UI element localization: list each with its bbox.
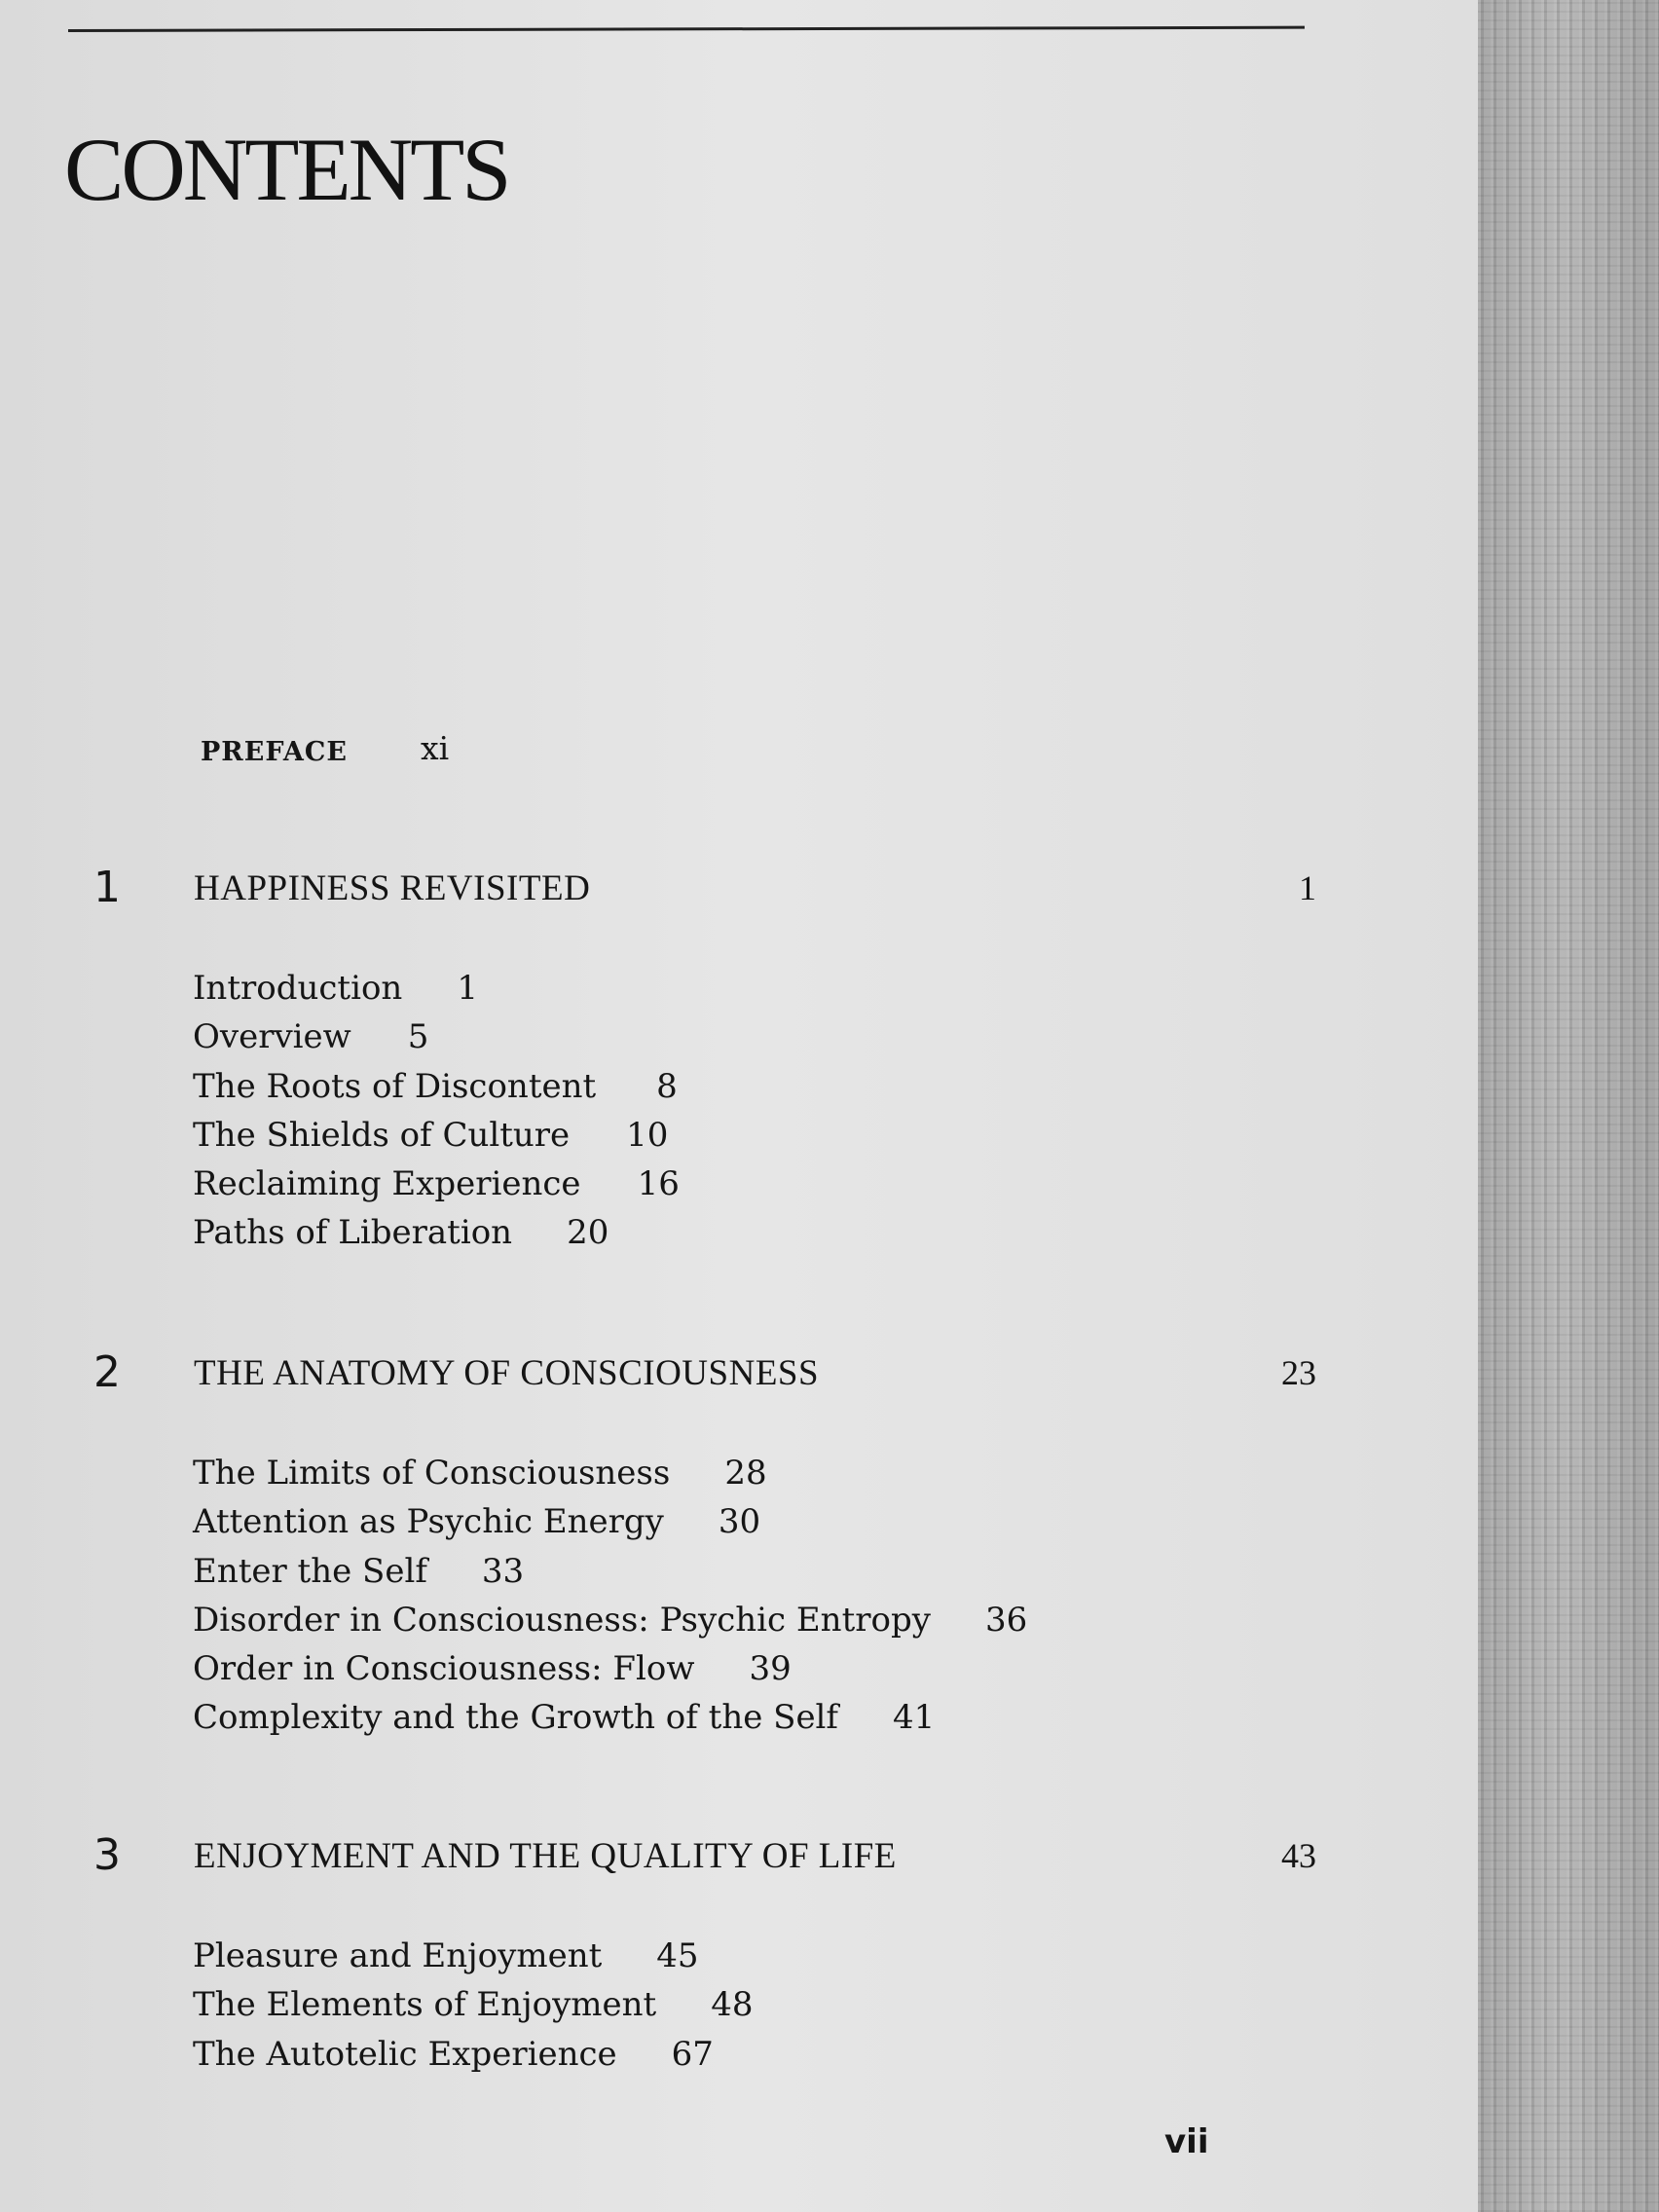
section-page: 16	[637, 1164, 680, 1204]
section-title: Introduction	[193, 969, 403, 1008]
section-title: The Elements of Enjoyment	[193, 1985, 657, 2025]
preface-page: xi	[421, 729, 450, 767]
background-strip	[1478, 0, 1659, 2212]
chapter-1-sections	[193, 964, 680, 1258]
chapter-number: 1	[93, 863, 121, 912]
section-page: 5	[407, 1017, 429, 1057]
section-title: Enter the Self	[193, 1551, 427, 1591]
toc-section[interactable]	[193, 1644, 1027, 1693]
toc-section[interactable]	[193, 1596, 1027, 1644]
section-title: Complexity and the Growth of the Self	[193, 1698, 839, 1738]
toc-section[interactable]	[193, 1980, 753, 2029]
chapter-title: ENJOYMENT AND THE QUALITY OF LIFE	[194, 1836, 897, 1876]
section-title: The Limits of Consciousness	[193, 1454, 671, 1493]
chapter-2-sections	[193, 1449, 1027, 1743]
chapter-page: 23	[1281, 1353, 1316, 1392]
section-page: 28	[724, 1454, 767, 1493]
section-page: 8	[656, 1066, 678, 1106]
section-title: Pleasure and Enjoyment	[193, 1936, 603, 1975]
toc-section[interactable]	[193, 1208, 680, 1257]
toc-section[interactable]	[193, 1449, 1027, 1497]
page-folio: vii	[1164, 2122, 1209, 2161]
preface-label: PREFACE	[201, 737, 348, 767]
chapter-number: 2	[93, 1347, 121, 1397]
toc-section[interactable]	[193, 1111, 680, 1160]
section-title: Disorder in Consciousness: Psychic Entropy	[193, 1600, 931, 1640]
toc-section[interactable]	[193, 1932, 753, 1980]
section-title: Reclaiming Experience	[193, 1164, 581, 1204]
toc-section[interactable]	[193, 2030, 753, 2079]
top-rule	[68, 26, 1305, 32]
toc-section[interactable]	[193, 964, 680, 1013]
section-page: 36	[984, 1600, 1028, 1640]
section-page: 33	[481, 1551, 525, 1591]
section-page: 48	[711, 1985, 754, 2025]
section-page: 41	[893, 1698, 936, 1738]
toc-section[interactable]	[193, 1693, 1027, 1742]
section-title: The Roots of Discontent	[193, 1066, 597, 1106]
toc-section[interactable]	[193, 1062, 680, 1111]
toc-section[interactable]	[193, 1160, 680, 1208]
section-page: 45	[656, 1936, 699, 1975]
toc-section[interactable]	[193, 1547, 1027, 1596]
toc-section[interactable]	[193, 1497, 1027, 1546]
section-page: 67	[671, 2034, 714, 2074]
preface-entry[interactable]	[201, 729, 450, 767]
section-title: Paths of Liberation	[193, 1213, 513, 1253]
section-page: 10	[626, 1115, 669, 1155]
section-page: 30	[718, 1502, 761, 1542]
section-title: Attention as Psychic Energy	[193, 1502, 664, 1542]
chapter-number: 3	[93, 1830, 121, 1880]
section-title: Order in Consciousness: Flow	[193, 1649, 695, 1689]
toc-section[interactable]	[193, 1013, 680, 1061]
chapter-3-sections	[193, 1932, 753, 2079]
section-title: Overview	[193, 1017, 351, 1057]
chapter-page: 1	[1299, 868, 1316, 907]
chapter-page: 43	[1281, 1836, 1316, 1875]
section-page: 1	[457, 969, 478, 1008]
page-title: CONTENTS	[64, 120, 509, 219]
section-title: The Autotelic Experience	[193, 2034, 617, 2074]
section-title: The Shields of Culture	[193, 1115, 571, 1155]
chapter-title: THE ANATOMY OF CONSCIOUSNESS	[194, 1353, 820, 1393]
section-page: 39	[749, 1649, 792, 1689]
chapter-title: HAPPINESS REVISITED	[194, 868, 591, 908]
section-page: 20	[567, 1213, 609, 1253]
